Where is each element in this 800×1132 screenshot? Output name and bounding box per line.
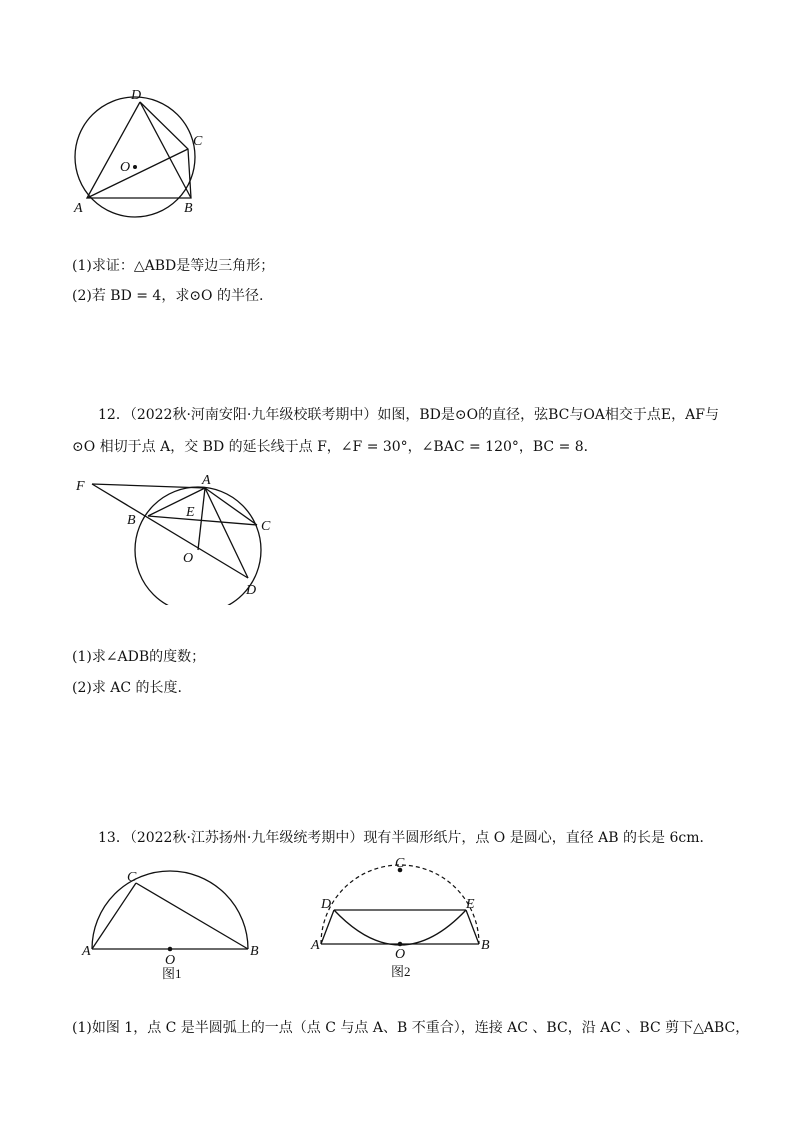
label-a: A bbox=[311, 938, 320, 953]
label-o: O bbox=[395, 947, 406, 962]
q12-stem-line2: ⊙O 相切于点 A，交 BD 的延长线于点 F，∠F = 30°，∠BAC = 120°，BC = 8． bbox=[72, 439, 598, 455]
label-e: E bbox=[466, 897, 475, 912]
label-d: D bbox=[131, 88, 142, 103]
figure-q13-1 bbox=[80, 860, 260, 980]
segment-ac bbox=[87, 149, 188, 198]
segment-fa bbox=[92, 484, 205, 488]
point-o bbox=[398, 942, 403, 947]
label-o: O bbox=[165, 953, 176, 968]
center-point bbox=[133, 165, 137, 169]
label-a: A bbox=[82, 944, 91, 959]
folded-arc-dashed bbox=[321, 865, 479, 944]
figure-q13-2 bbox=[305, 855, 500, 980]
q12-part1: (1)求∠ADB的度数； bbox=[72, 649, 206, 665]
q13-stem-line1: 13．（2022秋·江苏扬州·九年级统考期中）现有半圆形纸片，点 O 是圆心，直径 AB 的长是 6cm． bbox=[98, 830, 714, 846]
label-b: B bbox=[127, 513, 136, 528]
arc-eb bbox=[466, 910, 479, 944]
label-c: C bbox=[395, 856, 405, 871]
quadrilateral-adcb bbox=[87, 102, 191, 198]
label-d: D bbox=[321, 897, 332, 912]
segment-ao bbox=[198, 488, 205, 550]
label-b: B bbox=[481, 938, 490, 953]
figure-q11 bbox=[60, 85, 220, 220]
folded-arc bbox=[334, 910, 466, 945]
label-f: F bbox=[76, 479, 85, 494]
q11-part1: (1)求证：△ABD是等边三角形； bbox=[72, 258, 275, 274]
q12-part2: (2)求 AC 的长度. bbox=[72, 680, 183, 696]
label-c: C bbox=[193, 134, 203, 149]
caption-fig1: 图1 bbox=[162, 966, 182, 980]
q12-stem-line1: 12．（2022秋·河南安阳·九年级校联考期中）如图，BD是⊙O的直径，弦BC与OA相交于点E，AF与 bbox=[98, 407, 719, 423]
caption-fig2: 图2 bbox=[391, 964, 411, 979]
label-e: E bbox=[186, 505, 195, 520]
label-d: D bbox=[246, 583, 257, 598]
label-c: C bbox=[261, 519, 271, 534]
segment-fd bbox=[92, 484, 248, 578]
label-b: B bbox=[184, 201, 193, 216]
semicircle-arc bbox=[92, 871, 248, 949]
circle-o bbox=[75, 97, 195, 217]
q11-part2: (2)若 BD = 4，求⊙O 的半径. bbox=[72, 288, 264, 304]
label-c: C bbox=[127, 870, 137, 885]
label-a: A bbox=[202, 473, 211, 488]
segment-db bbox=[140, 102, 191, 198]
center-point bbox=[168, 947, 173, 952]
label-o: O bbox=[183, 551, 194, 566]
label-b: B bbox=[250, 944, 259, 959]
label-o: O bbox=[120, 160, 131, 175]
label-a: A bbox=[74, 201, 83, 216]
segment-ac bbox=[92, 883, 136, 949]
q13-part1: (1)如图 1，点 C 是半圆弧上的一点（点 C 与点 A、B 不重合），连接 AC 、BC，沿 AC 、BC 剪下△ABC， bbox=[72, 1020, 750, 1036]
segment-ac bbox=[205, 488, 257, 525]
segment-bc bbox=[136, 883, 248, 949]
segment-bc bbox=[148, 516, 257, 525]
figure-q12 bbox=[70, 470, 280, 605]
